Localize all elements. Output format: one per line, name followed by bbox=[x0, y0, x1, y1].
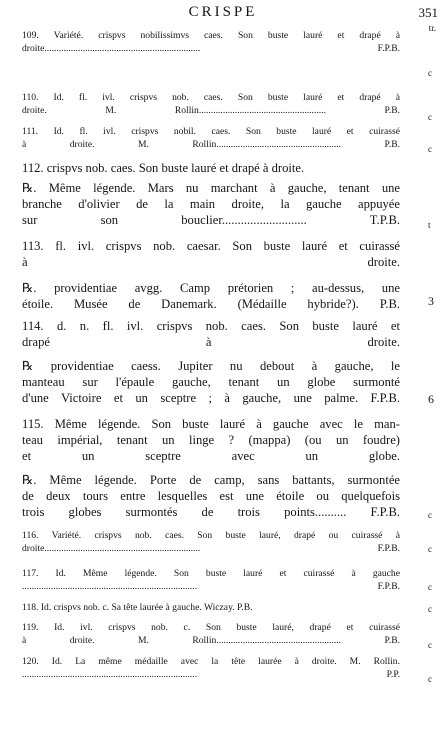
catalog-entry bbox=[22, 160, 400, 176]
rarity-mark: t bbox=[428, 220, 431, 230]
entry-line: 109. Variété. crispvs nobilissimvs caes. Son buste lauré et drapé à bbox=[22, 30, 400, 41]
entry-line: droite................................................................. F.P.B. bbox=[22, 542, 400, 554]
entry-line: droite. M. Rollin..................................................... P.B. bbox=[22, 104, 400, 116]
catalog-entry bbox=[22, 416, 400, 464]
entry-line: d'une Victoire et un sceptre ; à gauche, une palme. F.P.B. bbox=[22, 391, 400, 405]
rarity-mark: c bbox=[428, 640, 432, 650]
rarity-mark: c bbox=[428, 544, 432, 554]
entry-line: à droite. bbox=[22, 255, 400, 269]
entry-line: sur son bouclier........................... T.P.B. bbox=[22, 213, 400, 227]
catalog-entry bbox=[22, 472, 400, 520]
rarity-mark: c bbox=[428, 112, 432, 122]
entry-line: teau impérial, tenant un linge ? (mappa) (ou un foudre) bbox=[22, 433, 400, 447]
entry-line: 115. Même légende. Son buste lauré à gauche avec le man- bbox=[22, 417, 400, 431]
rarity-mark: c bbox=[428, 510, 432, 520]
entry-line: 119. Id. ivl. crispvs nob. c. Son buste lauré, drapé et cuirassé bbox=[22, 622, 400, 633]
entry-line: 111. Id. fl. ivl. crispvs nobil. caes. Son buste lauré et cuirassé bbox=[22, 126, 400, 137]
entry-line: 116. Variété. crispvs nob. caes. Son buste lauré, drapé ou cuirassé à bbox=[22, 530, 400, 541]
entry-line: ......................................................................... P.P. bbox=[22, 668, 400, 680]
entry-line: à droite. M. Rollin.................................................... P.B. bbox=[22, 634, 400, 646]
entry-line: et un sceptre avec un globe. bbox=[22, 449, 400, 463]
entry-line: 117. Id. Même légende. Son buste lauré et cuirassé à gauche bbox=[22, 568, 400, 579]
entry-line: à droite. M. Rollin.................................................... P.B. bbox=[22, 138, 400, 150]
entry-line: 112. crispvs nob. caes. Son buste lauré et drapé à droite. bbox=[22, 161, 305, 175]
catalog-entry bbox=[22, 656, 400, 681]
entry-line: ℞. Même légende. Mars nu marchant à gauche, tenant une bbox=[22, 181, 400, 195]
entry-line: 118. Id. crispvs nob. c. Sa tête laurée à gauche. Wiczay. P.B. bbox=[22, 602, 253, 613]
entry-line: branche d'olivier de la main droite, la gauche appuyée bbox=[22, 197, 400, 211]
catalog-entry bbox=[22, 530, 400, 555]
entry-line: 120. Id. La même médaille avec la tête laurée à droite. M. Rollin. bbox=[22, 656, 400, 667]
catalog-entry bbox=[22, 126, 400, 151]
rarity-mark: c bbox=[428, 604, 432, 614]
catalog-entry bbox=[22, 30, 400, 55]
entry-line: ℞. providentiae avgg. Camp prétorien ; au-dessus, une bbox=[22, 281, 400, 295]
rarity-mark: c bbox=[428, 674, 432, 684]
entry-line: droite................................................................. F.P.B. bbox=[22, 42, 400, 54]
catalog-entry bbox=[22, 280, 400, 312]
entry-line: 113. fl. ivl. crispvs nob. caesar. Son buste lauré et cuirassé bbox=[22, 239, 400, 253]
page-mark: tr. bbox=[428, 23, 436, 33]
entry-line: ......................................................................... F.P.B. bbox=[22, 580, 400, 592]
rarity-mark: c bbox=[428, 68, 432, 78]
page-number: 351 bbox=[418, 5, 438, 20]
entry-line: ℞ providentiae caess. Jupiter nu debout à gauche, le bbox=[22, 359, 400, 373]
catalog-entry bbox=[22, 238, 400, 270]
entry-line: drapé à droite. bbox=[22, 335, 400, 349]
entry-line: manteau sur l'épaule gauche, tenant un globe surmonté bbox=[22, 375, 400, 389]
entry-line: étoile. Musée de Danemark. (Médaille hybride?). P.B. bbox=[22, 297, 400, 311]
rarity-mark: c bbox=[428, 144, 432, 154]
entry-line: 110. Id. fl. ivl. crispvs nob. caes. Son buste lauré et drapé à bbox=[22, 92, 400, 103]
rarity-mark: 3 bbox=[428, 294, 434, 308]
rarity-mark: c bbox=[428, 582, 432, 592]
catalog-entry bbox=[22, 602, 400, 615]
entry-line: 114. d. n. fl. ivl. crispvs nob. caes. Son buste lauré et bbox=[22, 319, 400, 333]
entry-line: ℞. Même légende. Porte de camp, sans battants, surmontée bbox=[22, 473, 400, 487]
entry-line: trois globes surmontés de trois points.......... F.P.B. bbox=[22, 505, 400, 519]
catalog-entry bbox=[22, 568, 400, 593]
entry-line: de deux tours entre lesquelles est une étoile ou quelquefois bbox=[22, 489, 400, 503]
page-title: CRISPE bbox=[188, 4, 258, 20]
catalog-entry bbox=[22, 92, 400, 117]
catalog-entry bbox=[22, 180, 400, 228]
catalog-entry bbox=[22, 358, 400, 406]
catalog-entry bbox=[22, 622, 400, 647]
catalog-entry bbox=[22, 318, 400, 350]
rarity-mark: 6 bbox=[428, 392, 434, 406]
